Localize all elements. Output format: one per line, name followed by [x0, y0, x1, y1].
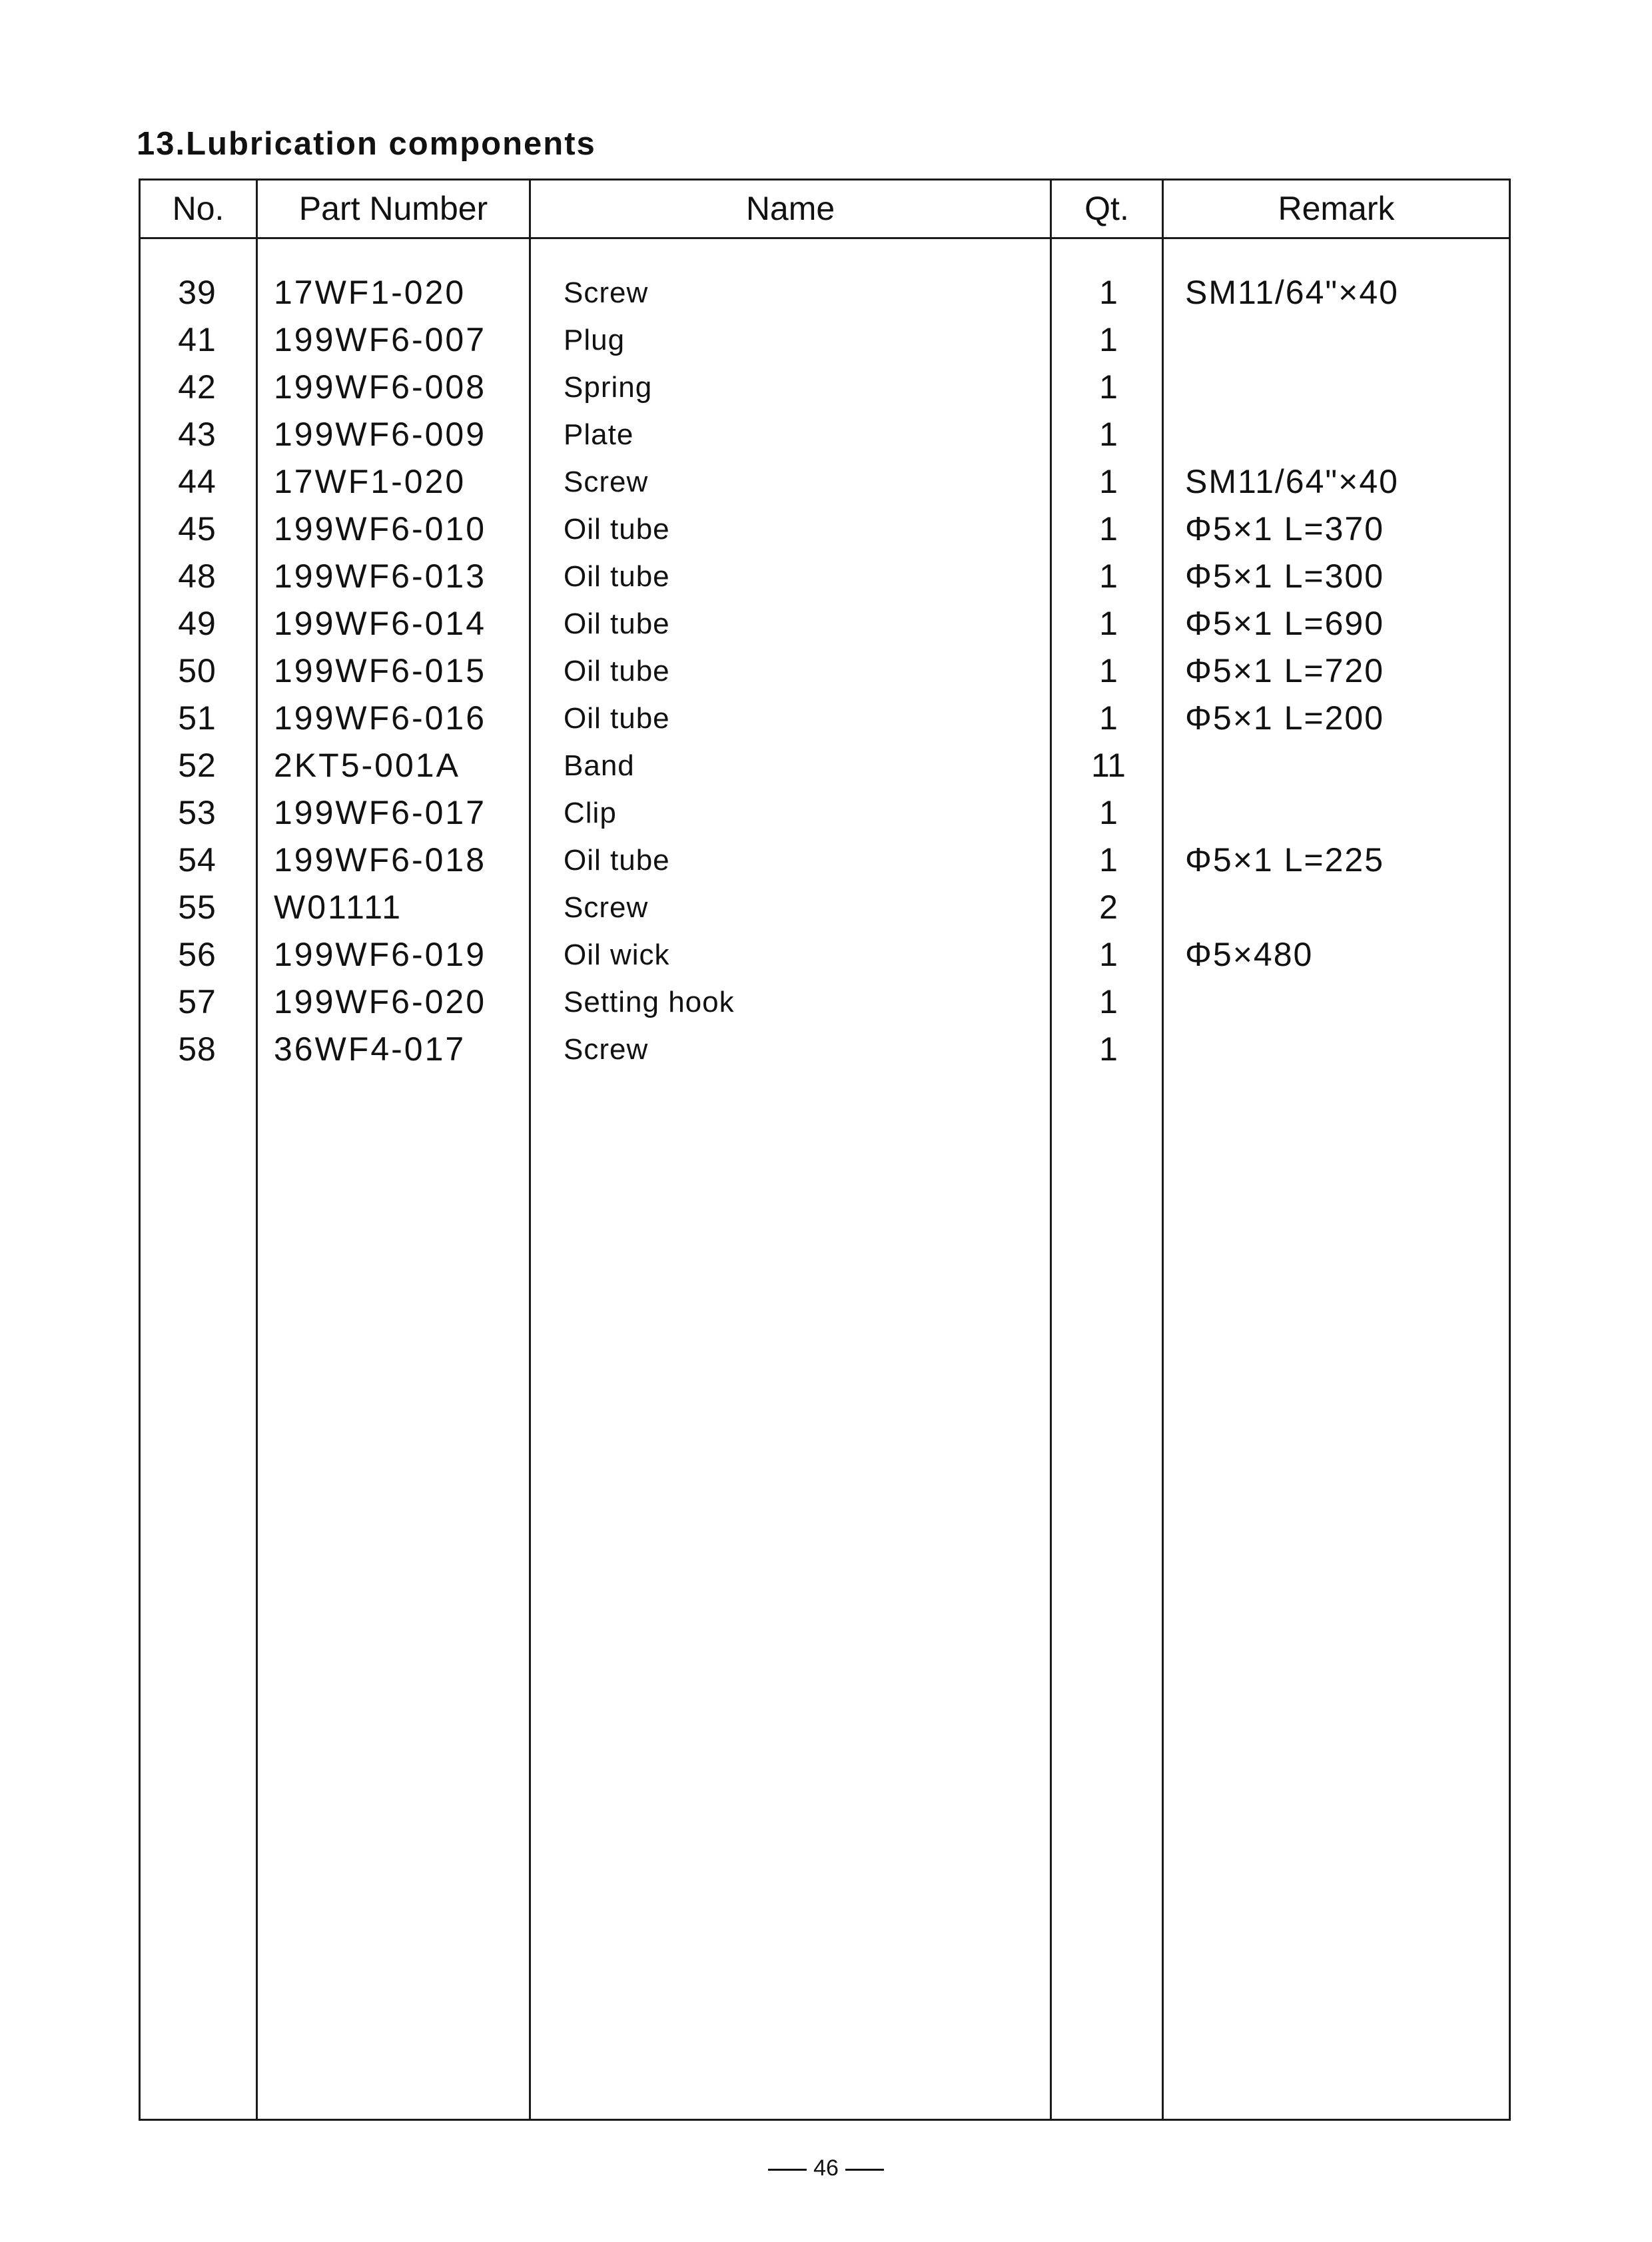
- cell-qty: 1: [1099, 794, 1118, 831]
- cell-part-number: 199WF6-019: [274, 936, 487, 973]
- cell-no: 45: [178, 510, 216, 548]
- cell-remark: SM11/64"×40: [1185, 274, 1399, 311]
- header-name: Name: [745, 190, 835, 227]
- cell-part-number: 199WF6-010: [274, 510, 487, 548]
- cell-remark: Φ5×1 L=300: [1185, 558, 1385, 595]
- cell-part-number: 199WF6-007: [274, 321, 487, 358]
- cell-qty: 1: [1099, 510, 1118, 548]
- cell-remark: Φ5×1 L=225: [1185, 841, 1385, 879]
- cell-part-number: W01111: [274, 889, 403, 926]
- table-row: [141, 837, 1509, 884]
- dash-left: [768, 2169, 807, 2171]
- table-row: [141, 931, 1509, 978]
- cell-name: Oil tube: [564, 560, 670, 593]
- cell-part-number: 17WF1-020: [274, 274, 466, 311]
- cell-remark: Φ5×1 L=690: [1185, 605, 1385, 642]
- cell-qty: 11: [1091, 747, 1126, 784]
- cell-qty: 1: [1099, 841, 1118, 879]
- header-no: No.: [172, 190, 224, 227]
- cell-part-number: 199WF6-018: [274, 841, 487, 879]
- header-part-number: Part Number: [298, 190, 488, 227]
- cell-qty: 1: [1099, 983, 1118, 1020]
- header-divider: [141, 237, 1509, 239]
- cell-name: Oil wick: [564, 938, 670, 971]
- cell-name: Screw: [564, 466, 649, 498]
- cell-remark: Φ5×480: [1185, 936, 1314, 973]
- table-row: [141, 506, 1509, 553]
- cell-part-number: 199WF6-013: [274, 558, 487, 595]
- cell-part-number: 199WF6-020: [274, 983, 487, 1020]
- cell-no: 57: [178, 983, 216, 1020]
- cell-remark: Φ5×1 L=370: [1185, 510, 1385, 548]
- cell-name: Oil tube: [564, 513, 670, 546]
- table-row: [141, 553, 1509, 600]
- cell-no: 50: [178, 652, 216, 689]
- cell-remark: Φ5×1 L=720: [1185, 652, 1385, 689]
- cell-no: 44: [178, 463, 216, 500]
- table-row: [141, 411, 1509, 458]
- cell-no: 52: [178, 747, 216, 784]
- table-row: [141, 458, 1509, 506]
- cell-part-number: 2KT5-001A: [274, 747, 460, 784]
- cell-name: Oil tube: [564, 607, 670, 640]
- cell-name: Oil tube: [564, 844, 670, 877]
- cell-part-number: 199WF6-017: [274, 794, 487, 831]
- cell-part-number: 199WF6-008: [274, 368, 487, 406]
- cell-no: 51: [178, 699, 216, 737]
- cell-remark: SM11/64"×40: [1185, 463, 1399, 500]
- cell-part-number: 199WF6-014: [274, 605, 487, 642]
- table-row: [141, 316, 1509, 364]
- cell-no: 41: [178, 321, 216, 358]
- cell-name: Screw: [564, 276, 649, 309]
- table-row: [141, 884, 1509, 931]
- cell-name: Plug: [564, 324, 625, 356]
- cell-part-number: 17WF1-020: [274, 463, 466, 500]
- page-number-text: 46: [813, 2155, 839, 2181]
- cell-qty: 1: [1099, 1030, 1118, 1068]
- page-title: 13.Lubrication components: [137, 126, 596, 162]
- cell-name: Clip: [564, 797, 617, 829]
- cell-qty: 1: [1099, 605, 1118, 642]
- cell-qty: 1: [1099, 463, 1118, 500]
- cell-qty: 1: [1099, 321, 1118, 358]
- cell-name: Spring: [564, 371, 653, 404]
- table-row: [141, 742, 1509, 789]
- cell-part-number: 36WF4-017: [274, 1030, 466, 1068]
- cell-part-number: 199WF6-009: [274, 416, 487, 453]
- dash-right: [845, 2169, 884, 2171]
- table-row: [141, 1026, 1509, 1073]
- cell-remark: Φ5×1 L=200: [1185, 699, 1385, 737]
- cell-part-number: 199WF6-015: [274, 652, 487, 689]
- cell-name: Band: [564, 749, 635, 782]
- cell-no: 49: [178, 605, 216, 642]
- cell-name: Screw: [564, 891, 649, 924]
- table-row: [141, 647, 1509, 695]
- cell-no: 55: [178, 889, 216, 926]
- cell-name: Screw: [564, 1033, 649, 1066]
- cell-qty: 1: [1099, 368, 1118, 406]
- table-row: [141, 789, 1509, 837]
- cell-no: 56: [178, 936, 216, 973]
- header-remark: Remark: [1278, 190, 1395, 227]
- cell-name: Oil tube: [564, 702, 670, 735]
- cell-qty: 2: [1099, 889, 1118, 926]
- cell-name: Plate: [564, 418, 634, 451]
- page-number: [759, 2155, 893, 2181]
- cell-no: 43: [178, 416, 216, 453]
- table-row: [141, 364, 1509, 411]
- cell-name: Oil tube: [564, 655, 670, 687]
- cell-qty: 1: [1099, 936, 1118, 973]
- cell-qty: 1: [1099, 274, 1118, 311]
- table-row: [141, 600, 1509, 647]
- cell-qty: 1: [1099, 652, 1118, 689]
- cell-qty: 1: [1099, 416, 1118, 453]
- cell-no: 58: [178, 1030, 216, 1068]
- table-row: [141, 269, 1509, 316]
- cell-no: 42: [178, 368, 216, 406]
- parts-table: [139, 179, 1511, 2121]
- cell-part-number: 199WF6-016: [274, 699, 487, 737]
- cell-no: 53: [178, 794, 216, 831]
- cell-qty: 1: [1099, 699, 1118, 737]
- cell-no: 48: [178, 558, 216, 595]
- table-body: [141, 269, 1509, 1073]
- table-row: [141, 695, 1509, 742]
- cell-no: 39: [178, 274, 216, 311]
- cell-no: 54: [178, 841, 216, 879]
- cell-qty: 1: [1099, 558, 1118, 595]
- cell-name: Setting hook: [564, 986, 735, 1018]
- table-row: [141, 978, 1509, 1026]
- header-qty: Qt.: [1084, 190, 1129, 227]
